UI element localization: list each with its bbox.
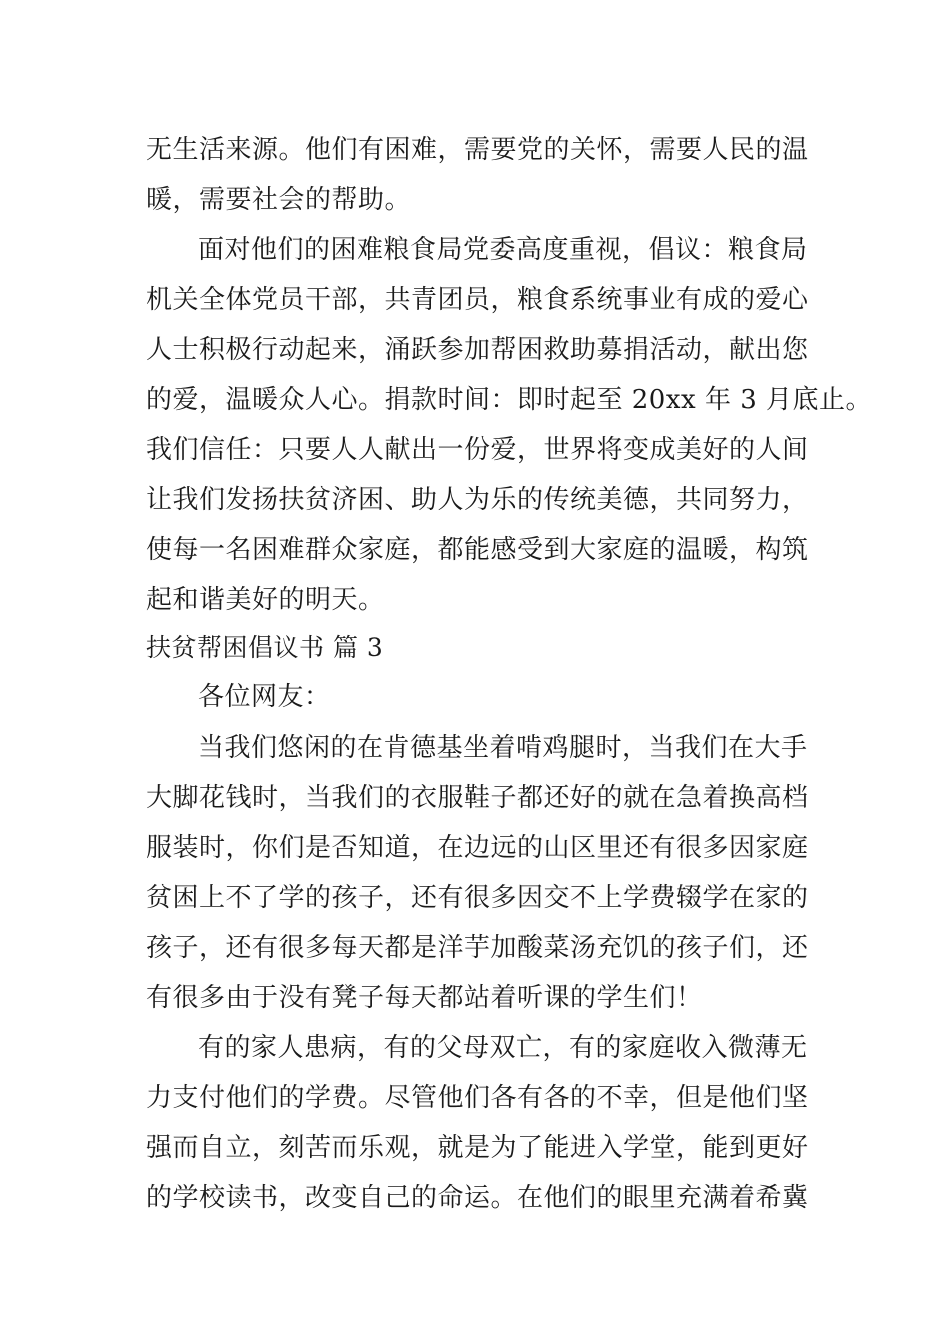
paragraph-line: 暖，需要社会的帮助。 xyxy=(146,185,412,215)
paragraph-line: 贫困上不了学的孩子，还有很多因交不上学费辍学在家的 xyxy=(146,883,809,913)
paragraph-line: 强而自立，刻苦而乐观，就是为了能进入学堂，能到更好 xyxy=(146,1133,809,1163)
paragraph-line: 有很多由于没有凳子每天都站着听课的学生们！ xyxy=(146,983,703,1013)
paragraph-line: 起和谐美好的明天。 xyxy=(146,585,385,615)
paragraph-line: 的爱，温暖众人心。捐款时间：即时起至 20xx 年 3 月底止。 xyxy=(146,385,873,415)
section-heading: 扶贫帮困倡议书 篇 3 xyxy=(146,633,384,662)
paragraph-line: 孩子，还有很多每天都是洋芋加酸菜汤充饥的孩子们，还 xyxy=(146,933,809,963)
paragraph-line: 使每一名困难群众家庭，都能感受到大家庭的温暖，构筑 xyxy=(146,535,809,565)
paragraph-line: 无生活来源。他们有困难，需要党的关怀，需要人民的温 xyxy=(146,135,809,165)
paragraph-line: 力支付他们的学费。尽管他们各有各的不幸，但是他们坚 xyxy=(146,1083,809,1113)
salutation: 各位网友： xyxy=(198,682,331,712)
paragraph-line: 让我们发扬扶贫济困、助人为乐的传统美德，共同努力， xyxy=(146,485,809,515)
paragraph-line: 人士积极行动起来，涌跃参加帮困救助募捐活动，献出您 xyxy=(146,335,809,365)
paragraph-line: 我们信任：只要人人献出一份爱，世界将变成美好的人间 xyxy=(146,435,809,465)
paragraph-line: 大脚花钱时，当我们的衣服鞋子都还好的就在急着换高档 xyxy=(146,783,809,813)
paragraph-line: 机关全体党员干部，共青团员，粮食系统事业有成的爱心 xyxy=(146,285,809,315)
paragraph-line: 面对他们的困难粮食局党委高度重视，倡议：粮食局 xyxy=(198,235,808,265)
paragraph-line: 服装时，你们是否知道，在边远的山区里还有很多因家庭 xyxy=(146,833,809,863)
paragraph-line: 当我们悠闲的在肯德基坐着啃鸡腿时，当我们在大手 xyxy=(198,733,808,763)
paragraph-line: 的学校读书，改变自己的命运。在他们的眼里充满着希冀 xyxy=(146,1183,809,1213)
paragraph-line: 有的家人患病，有的父母双亡，有的家庭收入微薄无 xyxy=(198,1033,808,1063)
